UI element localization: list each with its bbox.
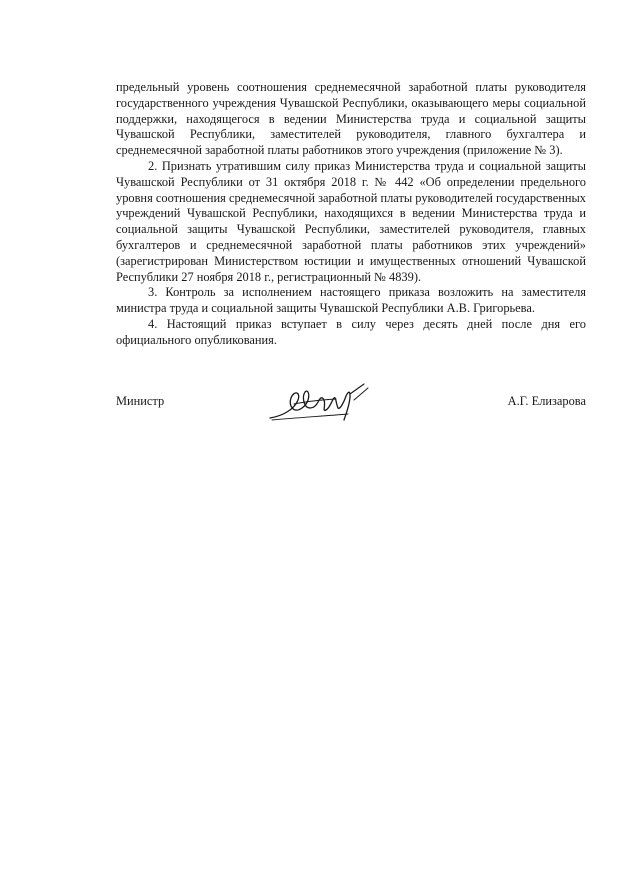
signature-block (116, 388, 586, 428)
signatory-title: Министр (116, 394, 165, 408)
paragraph-item-3: 3. Контроль за исполнением настоящего приказа возложить на заместителя министра труда и социальной защиты Чувашской Республики А.В. Григорьева. (116, 285, 586, 316)
paragraph-item-2: 2. Признать утратившим силу приказ Министерства труда и социальной защиты Чувашской Республики от 31 октября 2018 г. № 442 «Об определении предельного уровня соотношения среднемесячной заработной платы руководителей государственных учреждений Чувашской Республики, находящихся в ведении Министерства труда и социальной защиты Чувашской Республики, заместителей руководителя, главных бухгалтеров и среднемесячной заработной платы работников этих учреждений» (зарегистрирован Министерством юстиции и имущественных отношений Чувашской Республики 27 ноября 2018 г., регистрационный № 4839). (116, 158, 586, 284)
handwritten-signature (264, 380, 374, 428)
paragraph-item-4: 4. Настоящий приказ вступает в силу через десять дней после дня его официального опубликования. (116, 316, 586, 347)
paragraph-continuation: предельный уровень соотношения среднемесячной заработной платы руководителя государственного учреждения Чувашской Республики, оказывающего меры социальной поддержки, находящегося в ведении Министерства труда и социальной защиты Чувашской Республики, заместителей руководителя, главного бухгалтера и среднемесячной заработной платы работников этого учреждения (приложение № 3). (116, 80, 586, 158)
signatory-name: А.Г. Елизарова (507, 394, 586, 408)
document-body (116, 80, 586, 349)
